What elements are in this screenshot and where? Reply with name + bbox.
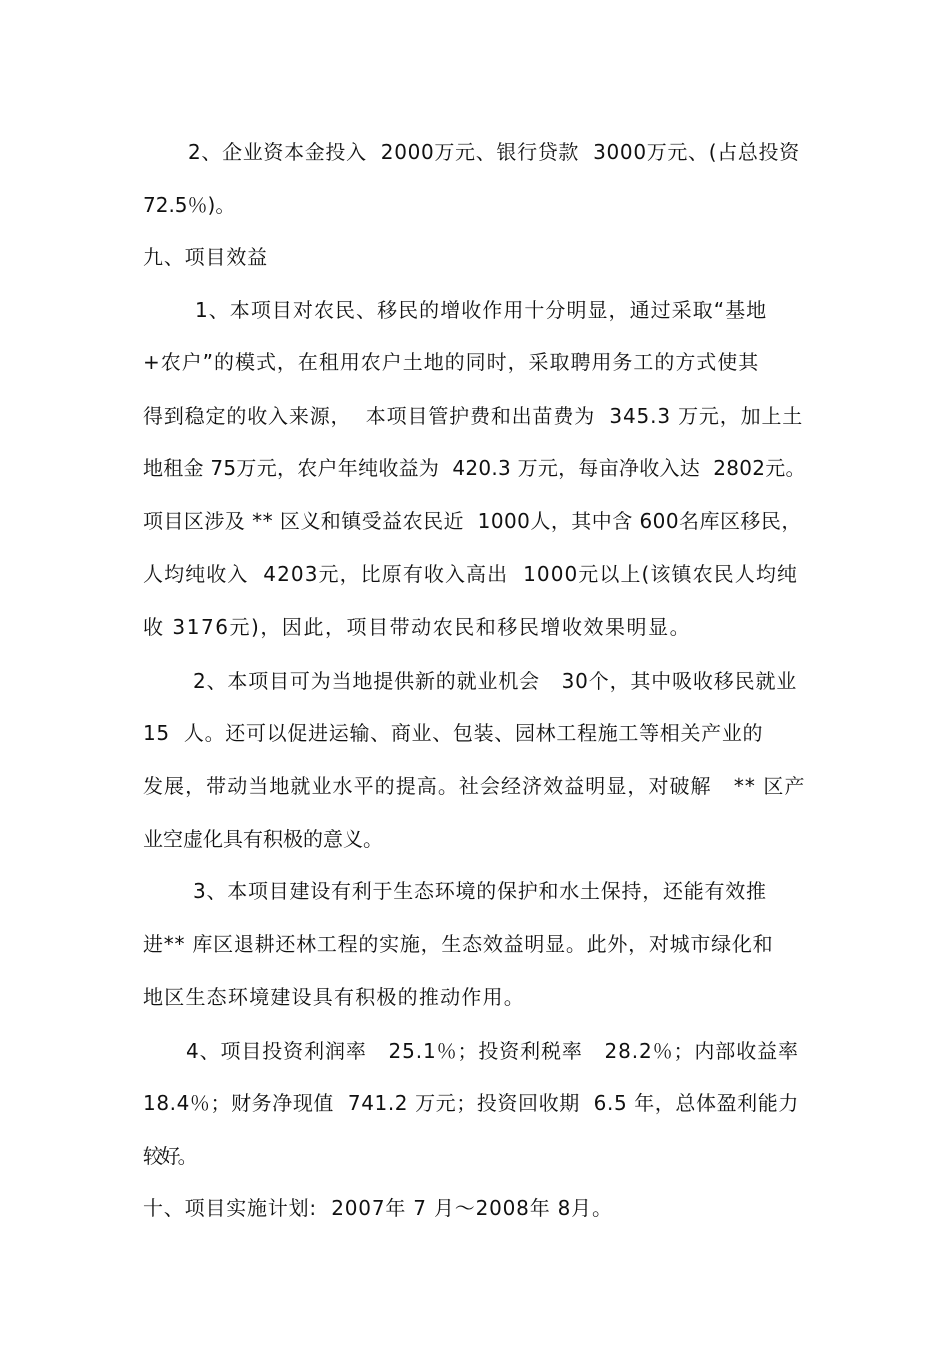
- text-line: 项目区涉及 ** 区义和镇受益农民近 1000人，其中含 600名库区移民，: [143, 509, 802, 533]
- text-line: 15 人。还可以促进运输、商业、包装、园林工程施工等相关产业的: [143, 721, 764, 745]
- text-line: 1、本项目对农民、移民的增收作用十分明显，通过采取“基地: [195, 298, 768, 322]
- text-line: 发展，带动当地就业水平的提高。社会经济效益明显，对破解 ** 区产: [143, 774, 806, 798]
- text-line: 较好。: [143, 1144, 195, 1168]
- text-line: 进** 库区退耕还林工程的实施，生态效益明显。此外，对城市绿化和: [143, 932, 774, 956]
- section-heading: 九、项目效益: [143, 245, 268, 269]
- text-line: 地租金 75万元，农户年纯收益为 420.3 万元，每亩净收入达 2802元。: [143, 456, 806, 480]
- text-line: 72.5％)。: [143, 193, 236, 217]
- text-line: 收 3176元)，因此，项目带动农民和移民增收效果明显。: [143, 615, 692, 639]
- text-line: +农户”的模式，在租用农户土地的同时，采取聘用务工的方式使其: [143, 350, 760, 374]
- text-line: 3、本项目建设有利于生态环境的保护和水土保持，还能有效推: [193, 879, 767, 903]
- text-line: 2、本项目可为当地提供新的就业机会 30个，其中吸收移民就业: [193, 669, 798, 693]
- text-line: 4、项目投资利润率 25.1％；投资利税率 28.2％；内部收益率: [186, 1039, 799, 1063]
- text-line: 得到稳定的收入来源， 本项目管护费和出苗费为 345.3 万元，加上土: [143, 404, 804, 428]
- text-line: 地区生态环境建设具有积极的推动作用。: [143, 985, 525, 1009]
- text-line: 18.4％；财务净现值 741.2 万元；投资回收期 6.5 年，总体盈利能力: [143, 1091, 799, 1115]
- text-line: 2、企业资本金投入 2000万元、银行贷款 3000万元、(占总投资: [188, 140, 800, 164]
- section-heading: 十、项目实施计划: 2007年 7 月～2008年 8月。: [143, 1196, 613, 1220]
- text-line: 业空虚化具有积极的意义。: [143, 827, 383, 851]
- text-line: 人均纯收入 4203元，比原有收入高出 1000元以上(该镇农民人均纯: [143, 562, 798, 586]
